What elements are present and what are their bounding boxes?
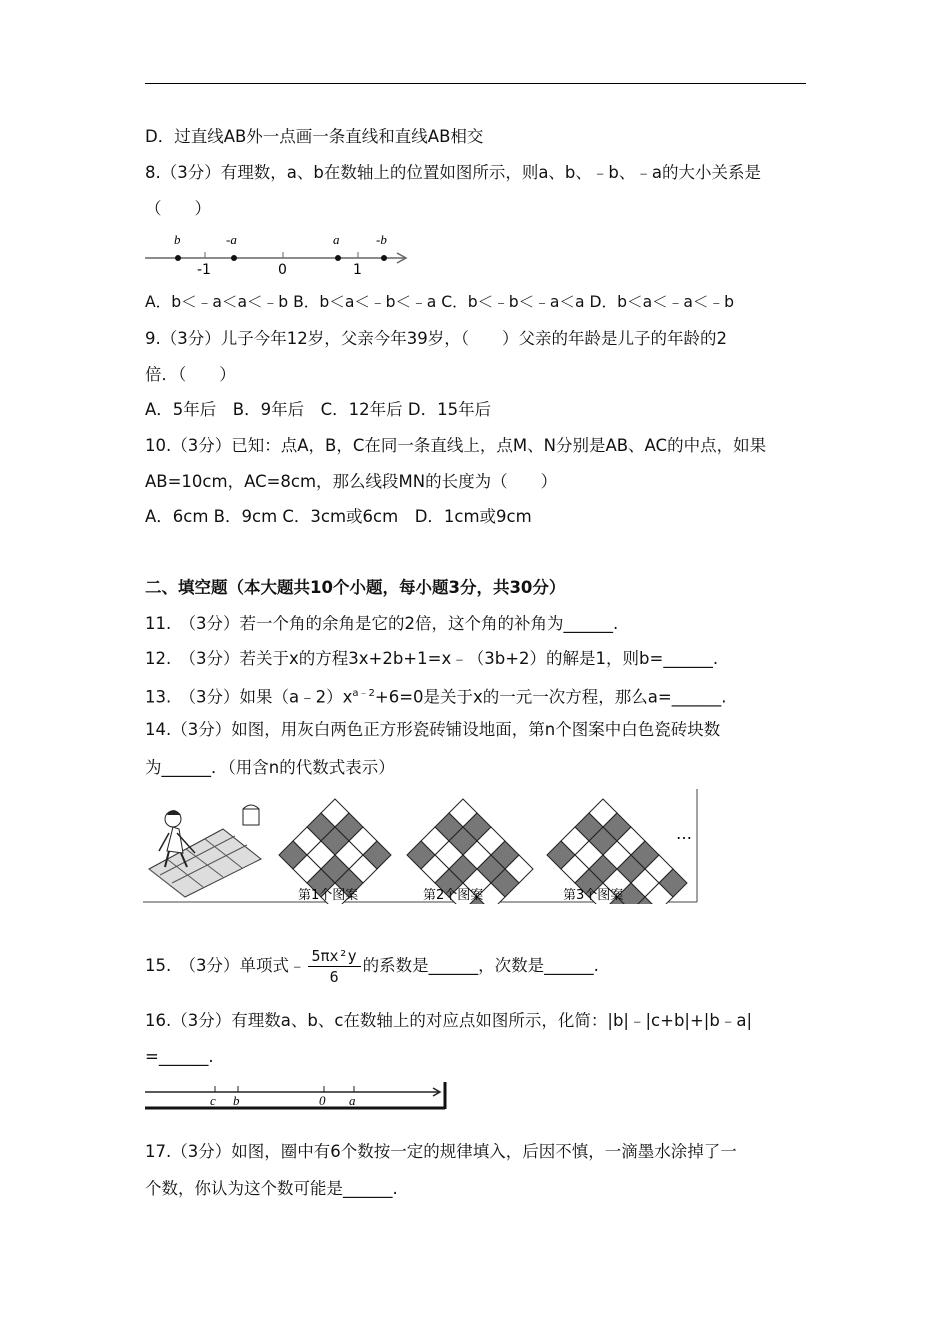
q8-stem: 8.（3分）有理数，a、b在数轴上的位置如图所示，则a、b、﹣b、﹣a的大小关系是	[145, 163, 761, 182]
point-neg-b	[381, 255, 387, 261]
tick-label-minus1: -1	[197, 262, 211, 278]
q16-number-line	[143, 1078, 449, 1112]
q12-text: 12. （3分）若关于x的方程3x+2b+1=x﹣（3b+2）的解是1，则b=______.	[145, 649, 719, 668]
label-b: b	[174, 232, 181, 247]
tick-label-1: 1	[353, 262, 362, 278]
q9-stem-2: 倍．（ ）	[145, 365, 236, 384]
q11-text: 11. （3分）若一个角的余角是它的2倍，这个角的补角为______.	[145, 614, 619, 633]
q10-stem: 10.（3分）已知：点A，B，C在同一条直线上，点M、N分别是AB、AC的中点，如果	[145, 436, 767, 455]
q8-options: A．b＜﹣a＜a＜﹣b B．b＜a＜﹣b＜﹣a C．b＜﹣b＜﹣a＜a D．b＜a＜﹣a＜﹣b	[145, 293, 735, 311]
q16-stem: 16.（3分）有理数a、b、c在数轴上的对应点如图所示，化简：|b|﹣|c+b|+|b﹣a|	[145, 1011, 753, 1030]
caption-pattern-3: 第3个图案	[563, 888, 624, 903]
label-c: c	[210, 1093, 216, 1108]
q8-blank: （ ）	[145, 199, 211, 218]
q15-before: 15. （3分）单项式﹣	[145, 956, 306, 975]
label-neg-a: -a	[226, 232, 237, 247]
q8-number-line	[143, 228, 411, 278]
caption-pattern-1: 第1个图案	[298, 888, 359, 903]
q13-text	[145, 683, 810, 709]
point-a	[335, 255, 341, 261]
point-b	[175, 255, 181, 261]
label-0: 0	[319, 1093, 326, 1108]
header-rule	[145, 83, 806, 84]
point-neg-a	[231, 255, 237, 261]
label-neg-b: -b	[376, 232, 387, 247]
q13-before: 13. （3分）如果（a﹣2）x	[145, 687, 353, 707]
caption-pattern-2: 第2个图案	[423, 888, 484, 903]
ellipsis: …	[676, 824, 692, 843]
worker-illustration	[149, 805, 261, 897]
q13-after: +6=0是关于x的一元一次方程，那么a=______.	[374, 687, 727, 707]
q13-exponent: a﹣2	[352, 688, 375, 699]
label-a: a	[333, 232, 340, 247]
q15-text	[145, 943, 810, 989]
q14-tile-figure	[143, 789, 699, 904]
q15-fraction	[308, 946, 361, 987]
tick-label-0: 0	[278, 262, 287, 278]
q15-after: 的系数是______，次数是______.	[362, 956, 599, 975]
q9-stem: 9.（3分）儿子今年12岁，父亲今年39岁，（ ）父亲的年龄是儿子的年龄的2	[145, 329, 727, 348]
q9-options: A．5年后 B．9年后 C．12年后 D．15年后	[145, 400, 492, 419]
q10-options: A．6cm B．9cm C．3cm或6cm D．1cm或9cm	[145, 507, 532, 526]
q7-option-d: D．过直线AB外一点画一条直线和直线AB相交	[145, 127, 484, 146]
q17-stem: 17.（3分）如图，圈中有6个数按一定的规律填入，后因不慎，一滴墨水涂掉了一	[145, 1142, 737, 1161]
label-a: a	[349, 1093, 356, 1108]
q15-numerator: 5πx²y	[308, 946, 361, 967]
q10-stem-2: AB=10cm，AC=8cm，那么线段MN的长度为（ ）	[145, 472, 558, 491]
q14-stem-2: 为______．（用含n的代数式表示）	[145, 758, 395, 777]
section2-heading: 二、填空题（本大题共10个小题，每小题3分，共30分）	[145, 578, 566, 597]
q15-denominator: 6	[329, 968, 339, 986]
label-b: b	[233, 1093, 240, 1108]
q17-stem-2: 个数，你认为这个数可能是______.	[145, 1179, 398, 1198]
q16-stem-2: =______.	[145, 1047, 214, 1066]
q14-stem: 14.（3分）如图，用灰白两色正方形瓷砖铺设地面，第n个图案中白色瓷砖块数	[145, 720, 721, 739]
